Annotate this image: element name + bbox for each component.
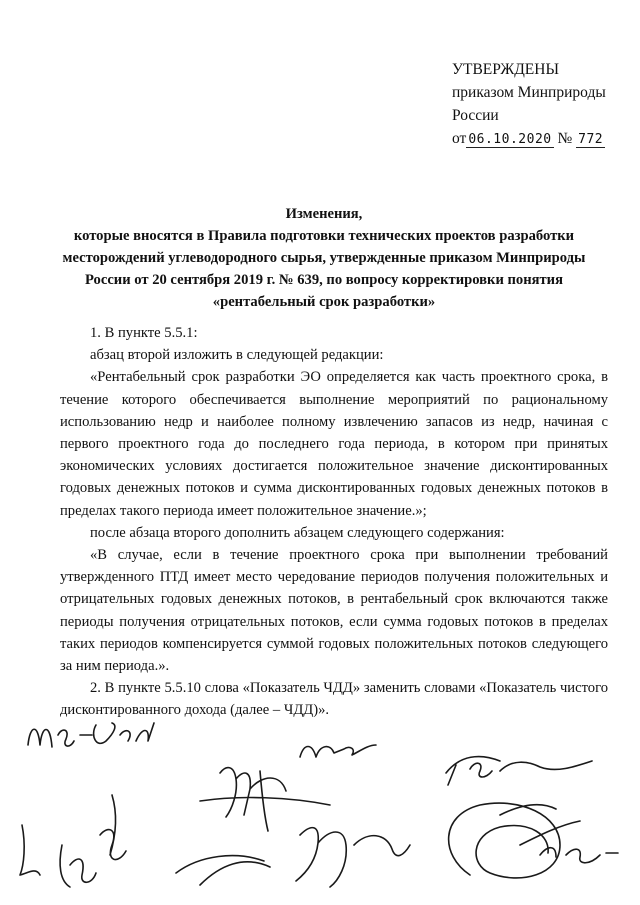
approval-country-line: России: [452, 107, 499, 124]
signature-1: [28, 709, 197, 747]
title-line-1: Изменения,: [285, 206, 363, 222]
approval-stamp: [452, 58, 632, 151]
title-line-5: «рентабельный срок разработки»: [212, 294, 436, 310]
signatures-area: [0, 705, 640, 905]
approval-order-line: приказом Минприроды: [452, 84, 606, 101]
title-line-3: месторождений углеводородного сырья, утвержденные приказом Минприроды: [62, 250, 586, 266]
item-1-instruction-2: после абзаца второго дополнить абзацем следующего содержания:: [90, 524, 505, 541]
document-title: [40, 203, 608, 313]
item-1-instruction-1: абзац второй изложить в следующей редакции:: [90, 347, 384, 364]
approval-date: 06.10.2020: [468, 132, 552, 147]
title-line-2: которые вносятся в Правила подготовки технических проектов разработки: [73, 228, 575, 244]
signature-2: [200, 745, 376, 831]
item-1-quote-1: «Рентабельный срок разработки ЭО определяется как часть проектного срока, в течение которого обеспечивается выполнение мероприятий по рациональному использованию недр и наиболее полному извлечению запасов из недр, начиная с первого проектного года до последнего года периода, в котором при принятых экономических условиях достигается положительное значение дисконтированных годовых денежных потоков и сумма дисконтированных годовых денежных потоков в пределах такого периода имеет положительное значение.»;: [60, 369, 608, 519]
number-prefix: №: [557, 130, 573, 147]
item-1-heading: 1. В пункте 5.5.1:: [90, 325, 198, 341]
signature-5: [176, 828, 410, 887]
title-line-4: России от 20 сентября 2019 г. № 639, по вопросу корректировки понятия: [85, 272, 563, 288]
approval-heading: УТВЕРЖДЕНЫ: [452, 61, 559, 78]
signature-4: [20, 795, 126, 904]
item-2-paragraph: 2. В пункте 5.5.10 слова «Показатель ЧДД» заменить словами «Показатель чистого дисконтированного дохода (далее – ЧДД)».: [60, 680, 608, 719]
approval-number: 772: [578, 132, 604, 147]
item-1-quote-2: «В случае, если в течение проектного срока при выполнении требований утвержденного ПТД имеет место чередование периодов получения положительных и отрицательных годовых денежных потоков, в рентабельный срок включаются также периоды получения отрицательных потоков, если сумма годовых потоков в пределах таких периодов компенсируется суммой годовых положительных потоков следующего за ним периода.».: [60, 547, 608, 675]
document-body: [60, 322, 608, 722]
signature-6: [449, 803, 618, 878]
signatures-svg: [0, 705, 640, 905]
approval-date-line: [452, 127, 632, 151]
date-prefix: от: [452, 130, 467, 147]
